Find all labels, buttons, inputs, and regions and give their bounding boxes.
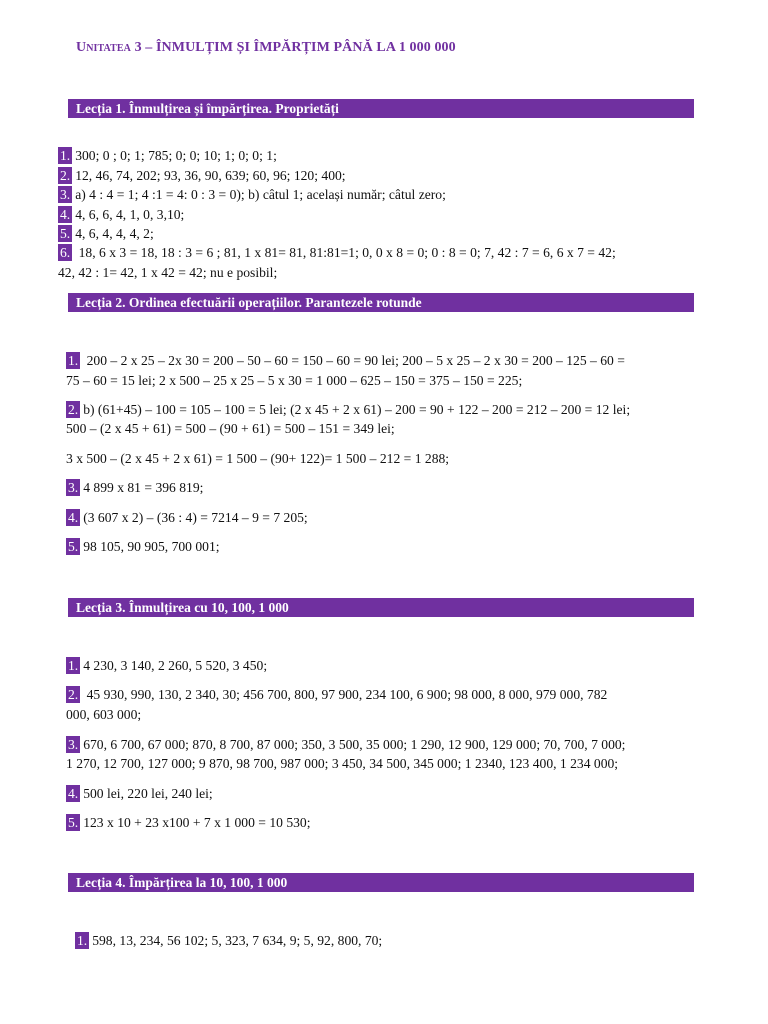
exercise-number: 5. xyxy=(68,815,79,830)
exercise-number: 1. xyxy=(77,933,88,948)
exercise-number: 3. xyxy=(68,737,79,752)
unit-title-prefix: Unitatea 3 xyxy=(76,40,142,55)
exercise-number: 4. xyxy=(68,510,79,525)
exercise-number: 1. xyxy=(68,658,79,673)
answer-line: 000, 603 000; xyxy=(66,707,142,722)
answer-line: 6. 18, 6 x 3 = 18, 18 : 3 = 6 ; 81, 1 x 81= 81, 81:81=1; 0, 0 x 8 = 0; 0 : 8 = 0; 7, 42 : 7 = 6, 6 x 7 = 42; xyxy=(60,245,616,260)
answer-line: 4. 500 lei, 220 lei, 240 lei; xyxy=(68,786,213,801)
answer-line: 42, 42 : 1= 42, 1 x 42 = 42; nu e posibil; xyxy=(58,265,278,280)
exercise-number: 1. xyxy=(60,148,71,163)
exercise-number: 3. xyxy=(68,480,79,495)
exercise-number: 2. xyxy=(60,168,71,183)
answer-line: 1. 598, 13, 234, 56 102; 5, 323, 7 634, 9; 5, 92, 800, 70; xyxy=(77,933,383,948)
lesson-4-header: Lecția 4. Împărțirea la 10, 100, 1 000 xyxy=(68,873,694,892)
lesson-1-header: Lecția 1. Înmulțirea și împărțirea. Proprietăți xyxy=(68,99,694,118)
lesson-2-header: Lecția 2. Ordinea efectuării operațiilor. Parantezele rotunde xyxy=(68,293,694,312)
lesson-3-header: Lecția 3. Înmulțirea cu 10, 100, 1 000 xyxy=(68,598,694,617)
answer-line: 1. 300; 0 ; 0; 1; 785; 0; 0; 10; 1; 0; 0; 1; xyxy=(60,148,277,163)
answer-line: 5. 123 x 10 + 23 x100 + 7 x 1 000 = 10 530; xyxy=(68,815,311,830)
answer-line: 5. 98 105, 90 905, 700 001; xyxy=(68,539,220,554)
answer-line: 1. 4 230, 3 140, 2 260, 5 520, 3 450; xyxy=(68,658,268,673)
answer-line: 1 270, 12 700, 127 000; 9 870, 98 700, 987 000; 3 450, 34 500, 345 000; 1 2340, 123 400, 1 234 000; xyxy=(66,756,619,771)
answer-line: 3. 4 899 x 81 = 396 819; xyxy=(68,480,204,495)
exercise-number: 2. xyxy=(68,402,79,417)
answer-line: 1. 200 – 2 x 25 – 2x 30 = 200 – 50 – 60 = 150 – 60 = 90 lei; 200 – 5 x 25 – 2 x 30 = 200 – 125 – 60 = xyxy=(68,353,625,368)
answer-line: 3. a) 4 : 4 = 1; 4 :1 = 4: 0 : 3 = 0); b) câtul 1; același număr; câtul zero; xyxy=(60,187,446,202)
answer-line: 5. 4, 6, 4, 4, 4, 2; xyxy=(60,226,154,241)
exercise-number: 4. xyxy=(60,207,71,222)
exercise-number: 6. xyxy=(60,245,71,260)
exercise-number: 5. xyxy=(60,226,71,241)
answer-line: 3 x 500 – (2 x 45 + 2 x 61) = 1 500 – (90+ 122)= 1 500 – 212 = 1 288; xyxy=(66,451,450,466)
answer-line: 500 – (2 x 45 + 61) = 500 – (90 + 61) = 500 – 151 = 349 lei; xyxy=(66,421,395,436)
answer-line: 4. 4, 6, 6, 4, 1, 0, 3,10; xyxy=(60,207,185,222)
answer-line: 3. 670, 6 700, 67 000; 870, 8 700, 87 000; 350, 3 500, 35 000; 1 290, 12 900, 129 000; 70, 700, 7 000; xyxy=(68,737,626,752)
exercise-number: 4. xyxy=(68,786,79,801)
exercise-number: 2. xyxy=(68,687,79,702)
unit-title xyxy=(76,40,456,56)
answer-line: 75 – 60 = 15 lei; 2 x 500 – 25 x 25 – 5 x 30 = 1 000 – 625 – 150 = 375 – 150 = 225; xyxy=(66,373,523,388)
answer-line: 2. 45 930, 990, 130, 2 340, 30; 456 700, 800, 97 900, 234 100, 6 900; 98 000, 8 000, 979 000, 782 xyxy=(68,687,608,702)
answer-line: 2. 12, 46, 74, 202; 93, 36, 90, 639; 60, 96; 120; 400; xyxy=(60,168,346,183)
answer-line: 4. (3 607 x 2) – (36 : 4) = 7214 – 9 = 7 205; xyxy=(68,510,308,525)
exercise-number: 3. xyxy=(60,187,71,202)
answer-line: 2. b) (61+45) – 100 = 105 – 100 = 5 lei; (2 x 45 + 2 x 61) – 200 = 90 + 122 – 200 = 212 – 200 = 12 lei; xyxy=(68,402,631,417)
unit-title-rest: – ÎNMULȚIM ȘI ÎMPĂRȚIM PÂNĂ LA 1 000 000 xyxy=(141,40,456,55)
exercise-number: 5. xyxy=(68,539,79,554)
exercise-number: 1. xyxy=(68,353,79,368)
